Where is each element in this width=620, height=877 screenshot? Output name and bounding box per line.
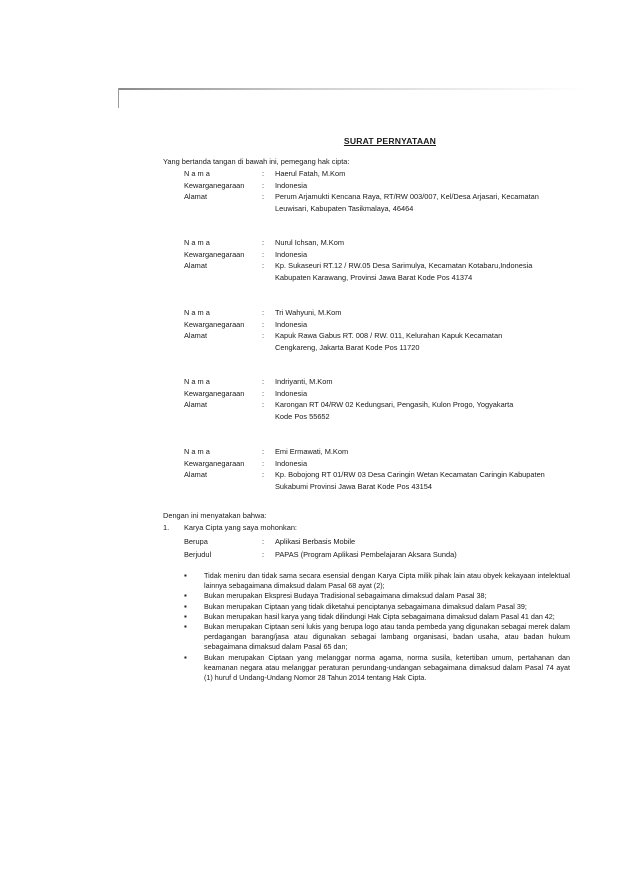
list-item-text: Bukan merupakan Ciptaan yang melanggar norma agama, norma susila, ketertiban umum, pertahanan dan keamanan negara atau melanggar peraturan perundang-undangan sebagaimana dimaksud dalam Pasal 74 ayat (1) huruf d Undang-Undang Nomor 28 Tahun 2014 tentang Hak Cipta. — [204, 652, 570, 683]
holder-address-row — [184, 260, 584, 272]
holder-name-row — [184, 446, 584, 458]
list-item — [184, 571, 570, 591]
holder-citizenship: Indonesia — [275, 319, 308, 329]
holder-name: Haerul Fatah, M.Kom — [275, 169, 346, 178]
name-label: N a m a — [184, 238, 210, 247]
bullet-icon: ▪ — [184, 591, 187, 601]
holder-name-row — [184, 237, 584, 249]
holder-address-line1: Kp. Bobojong RT 01/RW 03 Desa Caringin Wetan Kecamatan Caringin Kabupaten — [275, 470, 545, 480]
work-type-value: Aplikasi Berbasis Mobile — [275, 537, 356, 546]
holder-address-line2: Kabupaten Karawang, Provinsi Jawa Barat Kode Pos 41374 — [275, 272, 473, 282]
holder-citizenship: Indonesia — [275, 388, 308, 398]
list-item-text: Tidak meniru dan tidak sama secara esensial dengan Karya Cipta milik pihak lain atau obyek kekayaan intelektual lainnya sebagaimana dimaksud dalam Pasal 68 ayat (2); — [204, 571, 570, 591]
list-item — [184, 653, 570, 684]
separator: : — [262, 238, 265, 247]
name-label: N a m a — [184, 377, 210, 386]
citizenship-label: Kewarganegaraan — [184, 319, 245, 329]
separator: : — [262, 388, 265, 398]
separator: : — [262, 470, 265, 480]
holder-block — [184, 168, 584, 214]
citizenship-label: Kewarganegaraan — [184, 249, 245, 259]
holder-name-row — [184, 376, 584, 388]
separator: : — [262, 537, 265, 546]
separator: : — [262, 377, 265, 386]
list-item — [184, 622, 570, 653]
item-text: Karya Cipta yang saya mohonkan: — [184, 523, 297, 532]
holder-citizenship-row — [184, 458, 584, 470]
bullet-icon: ▪ — [184, 611, 187, 621]
bullet-icon: ▪ — [184, 601, 187, 611]
citizenship-label: Kewarganegaraan — [184, 388, 245, 398]
address-label: Alamat — [184, 400, 208, 410]
list-item-text: Bukan merupakan Ekspresi Budaya Tradisional sebagaimana dimaksud dalam Pasal 38; — [204, 591, 487, 601]
declaration-list — [184, 571, 570, 683]
work-type-label: Berupa — [184, 537, 208, 546]
name-label: N a m a — [184, 447, 210, 456]
holder-citizenship-row — [184, 180, 584, 192]
separator: : — [262, 400, 265, 410]
holder-address-line2: Sukabumi Provinsi Jawa Barat Kode Pos 43154 — [275, 481, 432, 491]
holder-citizenship-row — [184, 249, 584, 261]
work-title-label: Berjudul — [184, 550, 212, 559]
holder-address-row-2 — [184, 481, 584, 493]
bullet-icon: ▪ — [184, 622, 187, 632]
list-item — [184, 612, 570, 622]
holder-address-row-2 — [184, 203, 584, 215]
holder-address-row — [184, 399, 584, 411]
holder-citizenship: Indonesia — [275, 180, 308, 190]
separator: : — [262, 180, 265, 190]
separator: : — [262, 458, 265, 468]
separator: : — [262, 308, 265, 317]
statement-intro: Dengan ini menyatakan bahwa: — [163, 511, 267, 520]
holder-block — [184, 376, 584, 422]
address-label: Alamat — [184, 331, 208, 341]
holder-address-line1: Perum Arjamukti Kencana Raya, RT/RW 003/007, Kel/Desa Arjasari, Kecamatan — [275, 192, 539, 202]
document-title: SURAT PERNYATAAN — [343, 136, 437, 146]
scan-top-edge — [118, 88, 588, 90]
bullet-icon: ▪ — [184, 652, 187, 662]
list-item-text: Bukan merupakan Ciptaan seni lukis yang berupa logo atau tanda pembeda yang digunakan sebagai merek dalam perdagangan barang/jasa atau digunakan sebagai lambang organisasi, badan usaha, atau badan hukum sebagaimana dimaksud dalam Pasal 65 dan; — [204, 622, 570, 652]
holder-address-row-2 — [184, 342, 584, 354]
holder-address-line1: Kp. Sukaseuri RT.12 / RW.05 Desa Sarimulya, Kecamatan Kotabaru,Indonesia — [275, 261, 533, 271]
holder-address-line2: Leuwisari, Kabupaten Tasikmalaya, 46464 — [275, 203, 414, 213]
work-type-row — [184, 535, 584, 548]
name-label: N a m a — [184, 169, 210, 178]
holder-address-line2: Cengkareng, Jakarta Barat Kode Pos 11720 — [275, 342, 420, 352]
holder-citizenship-row — [184, 319, 584, 331]
work-title-row — [184, 548, 584, 561]
holder-name: Tri Wahyuni, M.Kom — [275, 308, 342, 317]
bullet-icon: ▪ — [184, 571, 187, 580]
citizenship-label: Kewarganegaraan — [184, 180, 245, 190]
holder-block — [184, 237, 584, 283]
separator: : — [262, 169, 265, 178]
holder-address-row — [184, 191, 584, 203]
work-details — [184, 535, 584, 561]
separator: : — [262, 249, 265, 259]
list-item-text: Bukan merupakan Ciptaan yang tidak diketahui penciptanya sebagaimana dimaksud dalam Pasal 39; — [204, 601, 527, 611]
item-number: 1. — [163, 523, 170, 532]
holder-block — [184, 307, 584, 353]
holder-address-line1: Karongan RT 04/RW 02 Kedungsari, Pengasih, Kulon Progo, Yogyakarta — [275, 400, 514, 410]
address-label: Alamat — [184, 470, 208, 480]
work-title-value: PAPAS (Program Aplikasi Pembelajaran Aksara Sunda) — [275, 550, 457, 559]
holder-name-row — [184, 307, 584, 319]
holder-address-row-2 — [184, 411, 584, 423]
holder-address-row-2 — [184, 272, 584, 284]
holder-block — [184, 446, 584, 492]
separator: : — [262, 447, 265, 456]
citizenship-label: Kewarganegaraan — [184, 458, 245, 468]
holder-name-row — [184, 168, 584, 180]
holder-address-line1: Kapuk Rawa Gabus RT. 008 / RW. 011, Kelurahan Kapuk Kecamatan — [275, 331, 503, 341]
holder-citizenship-row — [184, 388, 584, 400]
separator: : — [262, 331, 265, 341]
scan-left-edge — [118, 88, 119, 108]
separator: : — [262, 261, 265, 271]
list-item — [184, 591, 570, 601]
list-item — [184, 602, 570, 612]
holder-name: Indriyanti, M.Kom — [275, 377, 333, 386]
holder-address-row — [184, 330, 584, 342]
separator: : — [262, 550, 265, 559]
list-item-text: Bukan merupakan hasil karya yang tidak dilindungi Hak Cipta sebagaimana dimaksud dalam Pasal 41 dan 42; — [204, 611, 555, 621]
holder-name: Emi Ermawati, M.Kom — [275, 447, 349, 456]
holder-citizenship: Indonesia — [275, 249, 308, 259]
address-label: Alamat — [184, 192, 208, 202]
address-label: Alamat — [184, 261, 208, 271]
holder-name: Nurul Ichsan, M.Kom — [275, 238, 345, 247]
separator: : — [262, 192, 265, 202]
intro-text: Yang bertanda tangan di bawah ini, pemegang hak cipta: — [163, 157, 350, 166]
holder-address-row — [184, 469, 584, 481]
holder-citizenship: Indonesia — [275, 458, 308, 468]
name-label: N a m a — [184, 308, 210, 317]
separator: : — [262, 319, 265, 329]
holder-address-line2: Kode Pos 55652 — [275, 411, 330, 421]
